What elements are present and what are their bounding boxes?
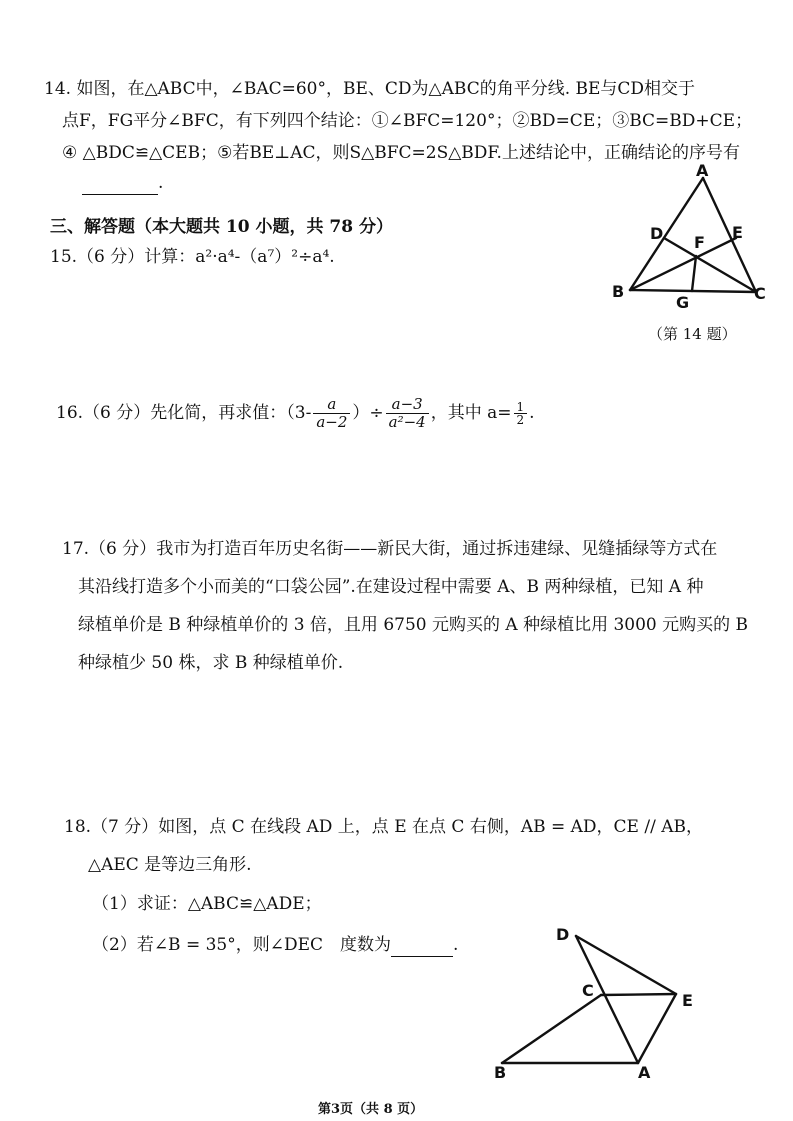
q18-part2: （2）若∠B = 35°，则∠DEC 度数为 . xyxy=(92,935,459,955)
q18-segment-ce xyxy=(601,994,676,995)
q16-value-fraction: $\frac{1}{2}$ xyxy=(514,401,528,426)
q14-caption: （第 14 题） xyxy=(648,325,737,343)
section3-heading: 三、解答题（本大题共 10 小题，共 78 分） xyxy=(50,217,393,237)
q14-label-g: G xyxy=(676,293,690,312)
q14-line2: 点F，FG平分∠BFC，有下列四个结论：①∠BFC=120°；②BD=CE；③BC=BD+CE； xyxy=(62,111,753,131)
q15-text: 15.（6 分）计算：a²·a⁴-（a⁷）²÷a⁴. xyxy=(50,247,335,267)
q18-label-a: A xyxy=(638,1063,651,1080)
q16-line: 16.（6 分）先化简，再求值：（3- $\frac{a}{a-2}$ ）÷ $\frac{a-3}{\text{a²−4}}$ ，其中 a= $\frac{1}{2}$ . xyxy=(56,395,535,431)
q16-fraction-2: $\frac{a-3}{\text{a²−4}}$ xyxy=(386,396,429,431)
q14-label-b: B xyxy=(612,282,625,301)
q16-fraction-1: $\frac{a}{a-2}$ xyxy=(313,396,350,431)
q18-label-d: D xyxy=(556,925,570,944)
q18-label-c: C xyxy=(582,981,594,1000)
q14-side-ac xyxy=(703,178,756,292)
q17-line2: 其沿线打造多个小而美的“口袋公园”.在建设过程中需要 A、B 两种绿植，已知 A 种 xyxy=(78,577,704,597)
q18-part1: （1）求证：△ABC≌△ADE； xyxy=(92,894,322,914)
q14-line1: 14. 如图，在△ABC中，∠BAC=60°，BE、CD为△ABC的角平分线. BE与CD相交于 xyxy=(44,79,696,99)
q18-label-e: E xyxy=(682,991,693,1010)
q14-label-f: F xyxy=(694,233,705,252)
q14-label-e: E xyxy=(732,223,743,242)
q18-answer-blank[interactable] xyxy=(391,934,453,957)
q14-line3: ④ △BDC≌△CEB；⑤若BE⊥AC，则S△BFC=2S△BDF.上述结论中，正确结论的序号有 xyxy=(62,143,740,163)
q14-answer-blank[interactable] xyxy=(82,172,158,195)
q18-segment-ea xyxy=(638,994,676,1063)
q18-label-b: B xyxy=(494,1063,507,1080)
q17-line1: 17.（6 分）我市为打造百年历史名街——新民大街，通过拆违建绿、见缝插绿等方式在 xyxy=(62,539,718,559)
q18-figure xyxy=(488,920,708,1080)
q18-line2: △AEC 是等边三角形. xyxy=(88,855,252,875)
q14-segment-fg xyxy=(692,256,696,291)
q18-line1: 18.（7 分）如图，点 C 在线段 AD 上，点 E 在点 C 右侧，AB = AD，CE // AB， xyxy=(64,817,703,837)
q14-figure xyxy=(608,162,780,314)
page-footer: 第3页（共 8 页） xyxy=(318,1102,424,1117)
q18-segment-bc xyxy=(502,995,601,1063)
q17-line4: 种绿植少 50 株，求 B 种绿植单价. xyxy=(78,653,344,673)
q14-label-c: C xyxy=(754,284,766,303)
q14-answer-line: . xyxy=(82,172,163,195)
q17-line3: 绿植单价是 B 种绿植单价的 3 倍，且用 6750 元购买的 A 种绿植比用 3000 元购买的 B xyxy=(78,615,749,635)
q14-label-d: D xyxy=(650,224,664,243)
q14-label-a: A xyxy=(696,162,709,180)
